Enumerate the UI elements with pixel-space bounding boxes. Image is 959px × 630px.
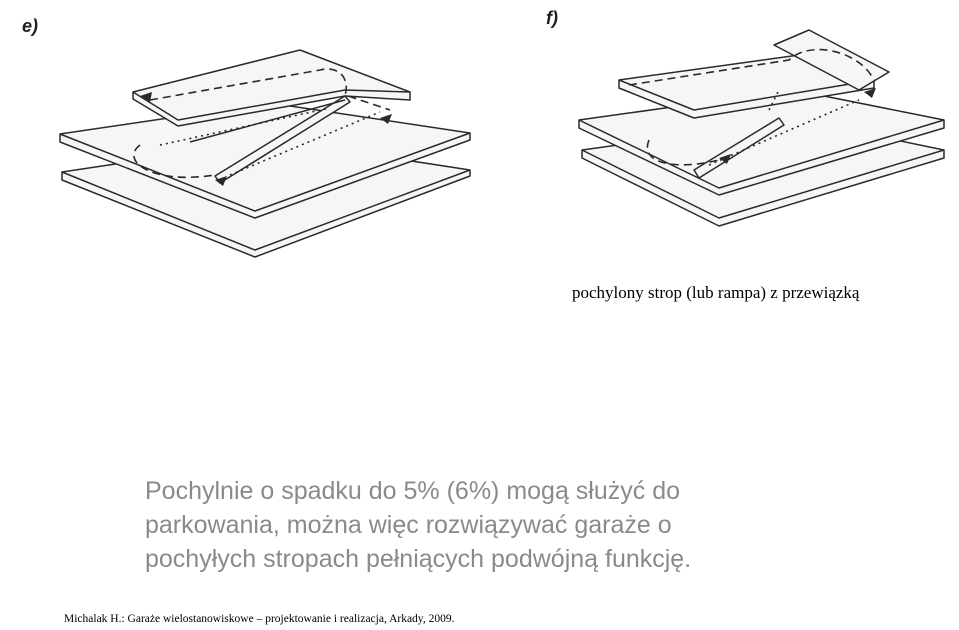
drawing-f — [479, 0, 959, 265]
main-text-line-2: parkowania, można więc rozwiązywać garaże o — [145, 511, 672, 539]
main-text-line-1: Pochylnie o spadku do 5% (6%) mogą służyć do — [145, 477, 681, 505]
panel-label-f: f) — [546, 8, 558, 28]
panel-label-e: e) — [22, 16, 39, 36]
parking-ramp-drawings — [0, 0, 959, 265]
main-paragraph — [145, 474, 865, 576]
main-text-line-3: pochyłych stropach pełniących podwójną funkcję. — [145, 545, 692, 573]
drawing-e — [0, 0, 480, 265]
figure-caption: pochylony strop (lub rampa) z przewiązką — [572, 283, 860, 302]
source-citation: Michalak H.: Garaże wielostanowiskowe – projektowanie i realizacja, Arkady, 2009. — [64, 613, 455, 625]
